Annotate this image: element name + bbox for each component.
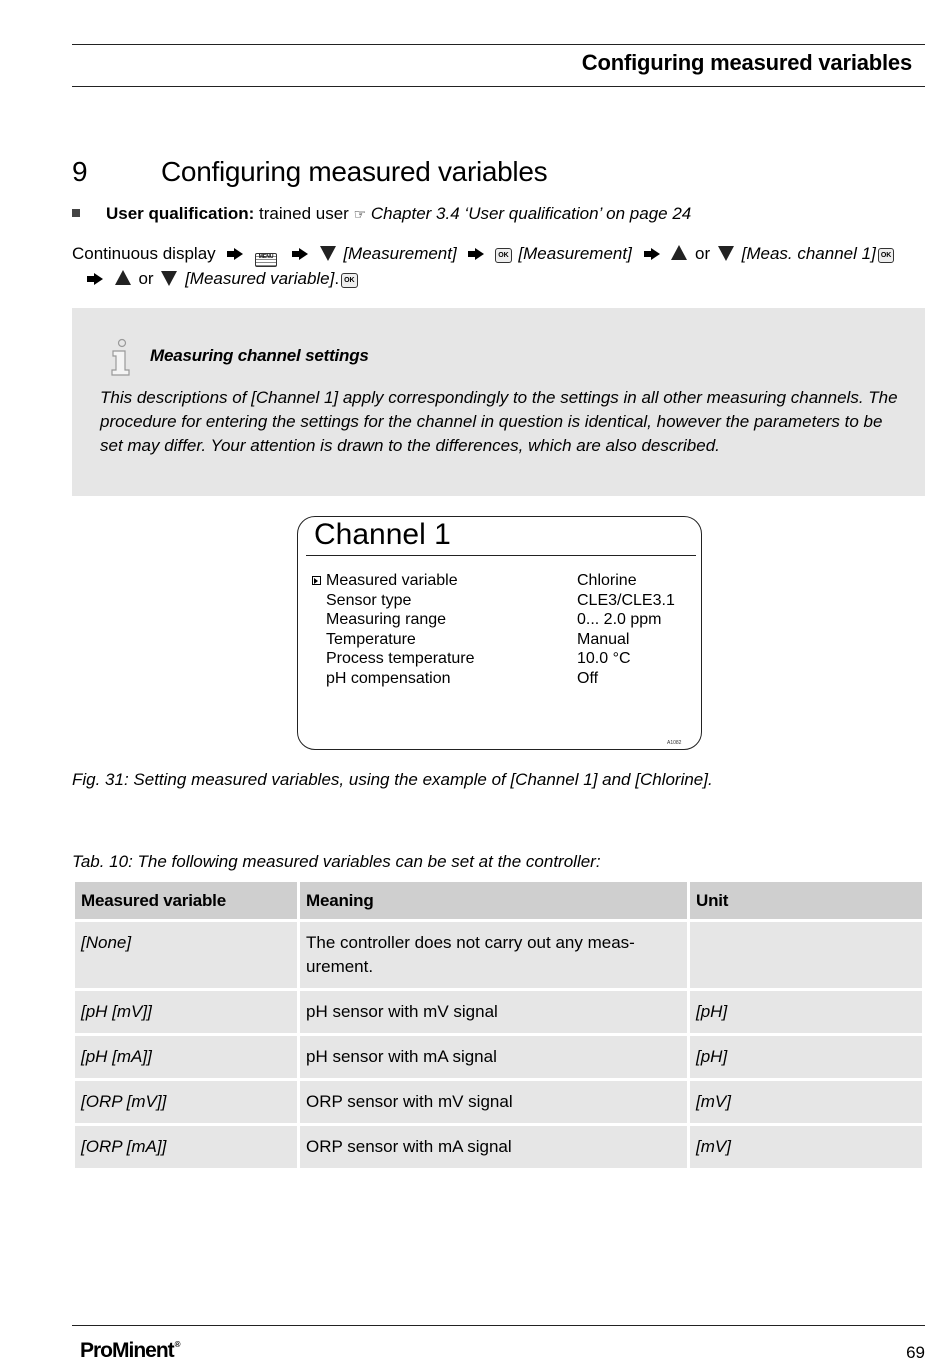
table-row [75,1036,922,1078]
screen-row-label: pH compensation [326,669,451,687]
down-key-icon [161,271,177,286]
down-key-icon [718,246,734,261]
column-header-unit: Unit [690,882,922,919]
screen-row[interactable] [0,670,950,690]
ok-key-icon: OK [878,248,895,263]
brand-logo [80,1339,180,1363]
screen-row-value: 0... 2.0 ppm [577,611,662,628]
figure-caption: Fig. 31: Setting measured variables, using the example of [Channel 1] and [Chlorine]. [72,770,713,789]
cell-unit: [mV] [690,1081,922,1123]
header-top-rule [72,44,925,45]
chapter-number: 9 [72,156,88,187]
qualification-reference-link[interactable]: Chapter 3.4 ‘User qualification’ on page 24 [370,204,692,223]
cell-measured-variable: [pH [mV]] [75,991,297,1033]
screen-row-value: 10.0 °C [577,650,631,667]
cell-measured-variable: [pH [mA]] [75,1036,297,1078]
column-header-meaning: Meaning [300,882,687,919]
header-bottom-rule [72,86,925,87]
bullet-square-icon [72,209,80,217]
navigation-path [72,242,932,291]
measured-variables-table [72,879,925,1171]
table-row [75,1126,922,1168]
screen-row-value: Chlorine [577,572,637,589]
ok-key-icon: OK [341,273,358,288]
cell-unit: [pH] [690,1036,922,1078]
cell-unit [690,922,922,988]
screen-row-label: Temperature [326,630,416,648]
running-header-title: Configuring measured variables [581,50,912,75]
up-key-icon [671,245,687,260]
cell-measured-variable: [None] [75,922,297,988]
table-header-row [75,882,922,919]
page-number: 69 [906,1343,925,1362]
qualification-value: trained user [259,204,349,223]
arrow-right-icon [234,248,243,260]
screen-row[interactable] [0,592,950,612]
menu-key-icon: MENU [255,253,277,267]
nav-or: or [695,244,711,263]
ok-key-icon: OK [495,248,512,263]
cell-measured-variable: [ORP [mV]] [75,1081,297,1123]
cell-meaning: ORP sensor with mV signal [300,1081,687,1123]
screen-row-label: Measured variable [326,572,458,589]
screen-title: Channel 1 [314,518,451,551]
cell-meaning: pH sensor with mA signal [300,1036,687,1078]
nav-step-channel: [Meas. channel 1] [741,244,876,263]
qualification-label: User qualification: [106,204,255,223]
screen-row-label: Sensor type [326,591,412,609]
nav-or: or [138,269,154,288]
nav-step-measurement: [Measurement] [343,244,457,263]
trademark-symbol: ® [174,1340,180,1349]
screen-row-label: Measuring range [326,611,447,628]
cell-meaning: pH sensor with mV signal [300,991,687,1033]
figure-image-code: A1082 [667,740,682,746]
info-box-title: Measuring channel settings [150,346,369,365]
footer-rule [72,1325,925,1326]
table-row [75,922,922,988]
column-header-measured-variable: Measured variable [75,882,297,919]
info-icon [104,338,134,378]
screen-row[interactable] [0,611,950,631]
arrow-right-icon [651,248,660,260]
up-key-icon [115,270,131,285]
down-key-icon [320,246,336,261]
screen-title-rule [306,555,696,556]
arrow-right-icon [475,248,484,260]
arrow-right-icon [94,273,103,285]
nav-step-measurement: [Measurement] [518,244,632,263]
cell-unit: [pH] [690,991,922,1033]
table-caption: Tab. 10: The following measured variables can be set at the controller: [72,852,601,871]
arrow-right-icon [299,248,308,260]
screen-row-label: Process temperature [326,650,475,667]
brand-name: ProMinent [80,1339,174,1362]
info-box-body: This descriptions of [Channel 1] apply correspondingly to the settings in all other measuring channels. The procedure for entering the settings for the channel in question is identical, however the parameters to be set may differ. Your attention is drawn to the differences, which are also described. [100,388,898,455]
screen-row-value: CLE3/CLE3.1 [577,591,675,609]
table-row [75,991,922,1033]
cell-meaning: ORP sensor with mA signal [300,1126,687,1168]
cell-unit: [mV] [690,1126,922,1168]
table-row [75,1081,922,1123]
selection-cursor-icon [312,576,321,585]
cell-meaning: The controller does not carry out any measurement. [300,922,687,988]
screen-row-value: Off [577,669,599,687]
qualification-line [72,204,691,224]
screen-row-value: Manual [577,630,630,648]
cell-measured-variable: [ORP [mA]] [75,1126,297,1168]
screen-row[interactable] [0,650,950,670]
screen-row[interactable] [0,572,950,592]
screen-row[interactable] [0,631,950,651]
chapter-title: Configuring measured variables [161,156,548,187]
nav-start: Continuous display [72,244,216,263]
reference-hand-icon: ☞ [353,206,367,222]
nav-period: . [334,269,340,288]
nav-step-variable: [Measured variable] [185,269,335,288]
